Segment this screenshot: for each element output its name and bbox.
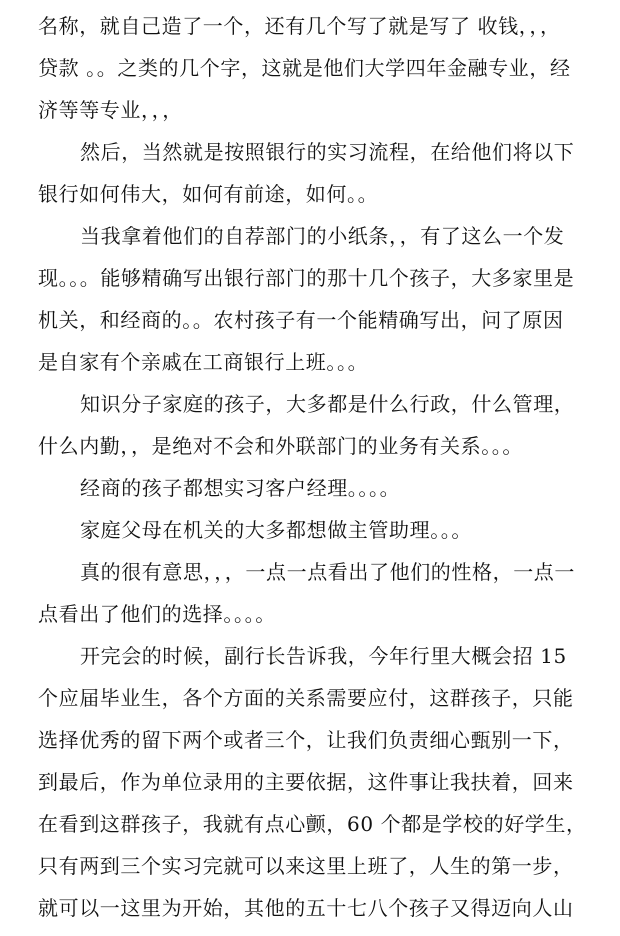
text-line: 名称，就自己造了一个，还有几个写了就是写了 收钱，，， (38, 14, 561, 38)
paragraph-start-line: 真的很有意思，，，一点一点看出了他们的性格，一点一 (80, 560, 575, 584)
text-line: 机关，和经商的。。农村孩子有一个能精确写出，问了原因 (38, 308, 564, 332)
paragraph-start-line: 知识分子家庭的孩子，大多都是什么行政，什么管理， (80, 392, 575, 416)
paragraph-start-line: 开完会的时候，副行长告诉我，今年行里大概会招 15 (80, 644, 567, 668)
text-line: 选择优秀的留下两个或者三个，让我们负责细心甄别一下， (38, 728, 574, 752)
paragraph-start-line: 经商的孩子都想实习客户经理。。。。 (80, 476, 401, 500)
text-line: 点看出了他们的选择。。。。 (38, 602, 276, 626)
text-line: 个应届毕业生，各个方面的关系需要应付，这群孩子，只能 (38, 686, 574, 710)
text-line: 现。。。能够精确写出银行部门的那十几个孩子，大多家里是 (38, 266, 575, 290)
text-line: 只有两到三个实习完就可以来这里上班了，人生的第一步， (38, 854, 574, 878)
text-line: 到最后，作为单位录用的主要依据，这件事让我扶着，回来 (38, 770, 574, 794)
paragraph-start-line: 当我拿着他们的自荐部门的小纸条，，有了这么一个发 (80, 224, 565, 248)
text-line: 就可以一这里为开始，其他的五十七八个孩子又得迈向人山 (38, 896, 574, 920)
text-line: 是自家有个亲戚在工商银行上班。。。 (38, 350, 369, 374)
text-line: 银行如何伟大，如何有前途，如何。。 (38, 182, 379, 206)
paragraph-start-line: 然后，当然就是按照银行的实习流程，在给他们将以下 (80, 140, 575, 164)
text-line: 在看到这群孩子，我就有点心颤，60 个都是学校的好学生， (38, 812, 587, 836)
text-line: 济等等专业，，， (38, 98, 183, 122)
text-line: 什么内勤，，是绝对不会和外联部门的业务有关系。。。 (38, 434, 523, 458)
paragraph-start-line: 家庭父母在机关的大多都想做主管助理。。。 (80, 518, 472, 542)
text-line: 贷款 。。之类的几个字，这就是他们大学四年金融专业，经 (38, 56, 571, 80)
